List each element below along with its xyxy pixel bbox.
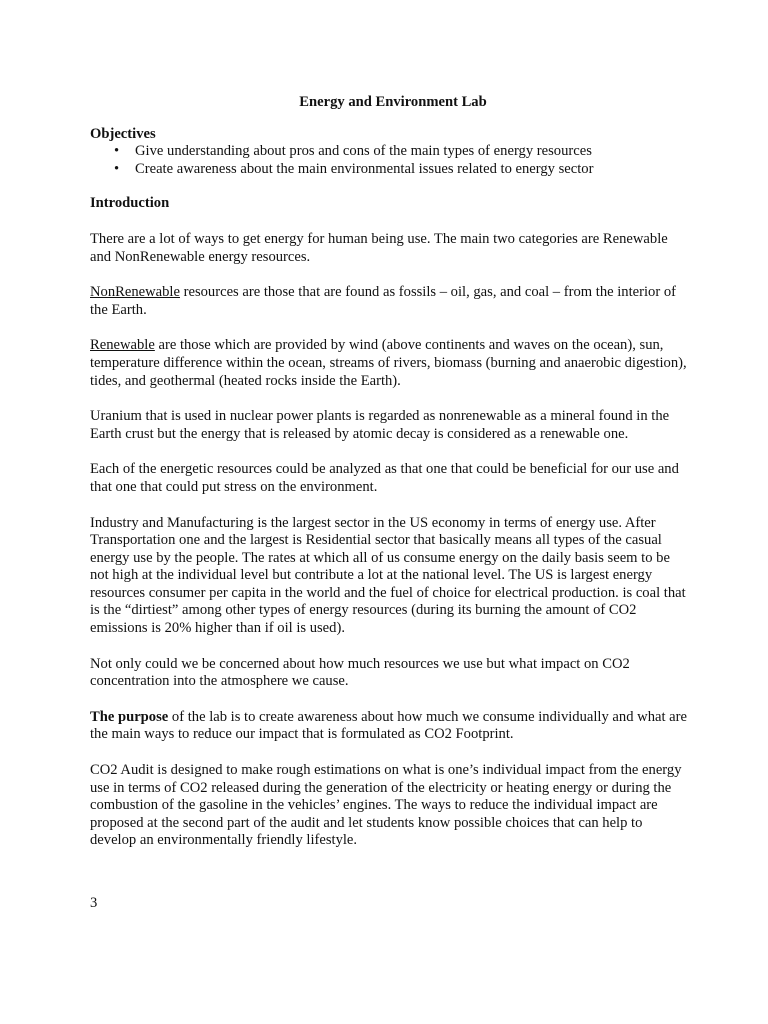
paragraph: [90, 284, 690, 319]
bullet-icon: •: [114, 143, 120, 160]
paragraph: Uranium that is used in nuclear power plants is regarded as nonrenewable as a mineral found in the Earth crust but the energy that is released by atomic decay is considered as a renewable one.: [90, 408, 670, 442]
document-body: [90, 94, 690, 850]
objective-text: Create awareness about the main environmental issues related to energy sector: [135, 160, 594, 177]
paragraph: [90, 337, 690, 390]
paragraph-text: of the lab is to create awareness about how much we consume individually and what are the main ways to reduce our impact that is formulated as CO2 Footprint.: [90, 708, 687, 743]
document-title: Energy and Environment Lab: [299, 94, 487, 110]
renewable-term: Renewable: [90, 337, 155, 354]
objective-item: [90, 161, 690, 179]
objectives-list: [90, 143, 690, 178]
bullet-icon: •: [114, 160, 120, 177]
objective-text: Give understanding about pros and cons of the main types of energy resources: [135, 143, 592, 160]
paragraph: [90, 709, 690, 744]
paragraph: CO2 Audit is designed to make rough estimations on what is one’s individual impact from the energy use in terms of CO2 released during the generation of the electricity or heating energy or during the combustion of the gasoline in the vehicles’ engines. The ways to reduce the individual impact are proposed at the second part of the audit and let students know possible choices that can help to develop an environmentally friendly lifestyle.: [90, 762, 682, 849]
purpose-label: The purpose: [90, 708, 169, 725]
nonrenewable-term: NonRenewable: [90, 284, 180, 301]
paragraph: There are a lot of ways to get energy for human being use. The main two categories are Renewable and NonRenewable energy resources.: [90, 230, 668, 265]
paragraph: Each of the energetic resources could be analyzed as that one that could be beneficial for our use and that one that could put stress on the environment.: [90, 461, 679, 495]
objective-item: [90, 143, 690, 161]
paragraph-text: resources are those that are found as fossils – oil, gas, and coal – from the interior of the Earth.: [90, 284, 677, 318]
introduction-heading: Introduction: [90, 195, 170, 212]
paragraph: Not only could we be concerned about how much resources we use but what impact on CO2 concentration into the atmosphere we cause.: [90, 655, 630, 690]
page-number: 3: [90, 895, 98, 911]
paragraph: Industry and Manufacturing is the largest sector in the US economy in terms of energy use. After Transportation one and the largest is Residential sector that basically means all types of the casual energy use by the people. The rates at which all of us consume energy on the daily basis seem to be not high at the individual level but contribute a lot at the national level. The US is largest energy resources consumer per capita in the world and the fuel of choice for electrical production. is coal that is the “dirtiest” among other types of energy resources (during its burning the amount of CO2 emissions is 20% higher than if oil is used).: [90, 514, 686, 637]
objectives-heading: Objectives: [90, 125, 156, 142]
paragraph-text: are those which are provided by wind (above continents and waves on the ocean), sun, temperature difference within the ocean, streams of rivers, biomass (burning and anaerobic digestion), tides, and geothermal (heated rocks inside the Earth).: [90, 337, 687, 389]
